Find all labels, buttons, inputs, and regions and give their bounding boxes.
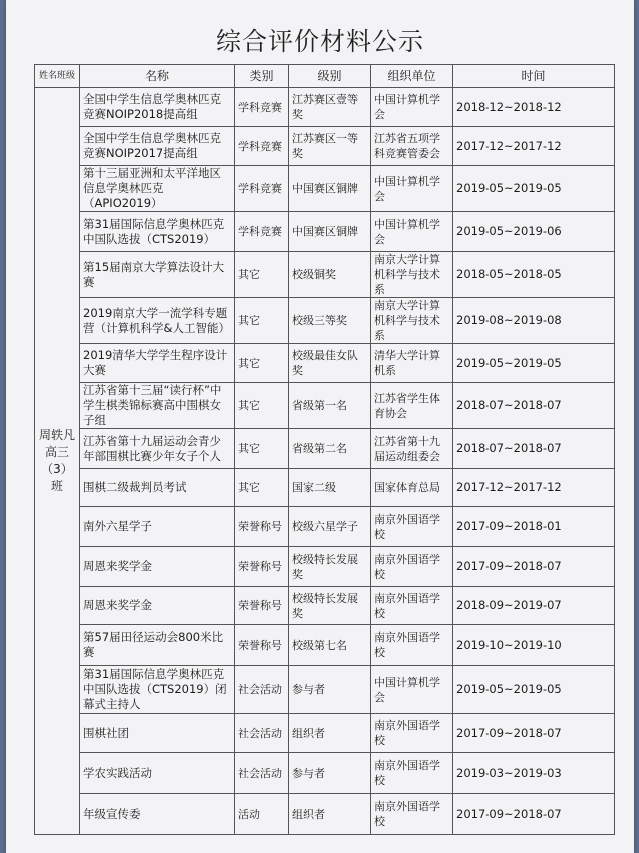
student-cell xyxy=(35,88,80,835)
table-body xyxy=(35,88,615,835)
cell-period: 2019-05~2019-05 xyxy=(453,344,615,383)
header-category: 类别 xyxy=(235,65,289,88)
student-name: 周轶凡 xyxy=(38,428,75,442)
cell-name: 第15届南京大学算法设计大赛 xyxy=(80,252,235,298)
table-row xyxy=(35,212,615,252)
cell-organizer: 江苏省五项学科竞赛管委会 xyxy=(371,127,453,166)
table-row xyxy=(35,88,615,127)
cell-name: 南外六星学子 xyxy=(80,507,235,547)
cell-name: 周恩来奖学金 xyxy=(80,547,235,587)
cell-level: 中国赛区铜牌 xyxy=(289,166,371,212)
cell-organizer: 南京大学计算机科学与技术系 xyxy=(371,298,453,344)
table-row xyxy=(35,507,615,547)
cell-organizer: 清华大学计算机系 xyxy=(371,344,453,383)
table-row xyxy=(35,753,615,794)
cell-organizer: 南京外国语学校 xyxy=(371,507,453,547)
cell-name: 学农实践活动 xyxy=(80,753,235,794)
cell-category: 其它 xyxy=(235,383,289,429)
cell-period: 2018-05~2018-05 xyxy=(453,252,615,298)
table-row xyxy=(35,794,615,835)
cell-category: 其它 xyxy=(235,298,289,344)
cell-period: 2019-08~2019-08 xyxy=(453,298,615,344)
cell-level: 校级铜奖 xyxy=(289,252,371,298)
cell-name: 全国中学生信息学奥林匹克竞赛NOIP2017提高组 xyxy=(80,127,235,166)
cell-category: 其它 xyxy=(235,252,289,298)
cell-name: 第57届田径运动会800米比赛 xyxy=(80,625,235,666)
header-name: 名称 xyxy=(80,65,235,88)
cell-name: 江苏省第十九届运动会青少年部围棋比赛少年女子个人 xyxy=(80,429,235,469)
cell-name: 围棋二级裁判员考试 xyxy=(80,469,235,507)
header-period: 时间 xyxy=(453,65,615,88)
cell-category: 学科竞赛 xyxy=(235,212,289,252)
cell-organizer: 南京外国语学校 xyxy=(371,547,453,587)
cell-category: 荣誉称号 xyxy=(235,587,289,625)
cell-category: 荣誉称号 xyxy=(235,547,289,587)
cell-name: 周恩来奖学金 xyxy=(80,587,235,625)
cell-period: 2018-07~2018-07 xyxy=(453,383,615,429)
evaluation-table xyxy=(34,64,615,835)
cell-level: 组织者 xyxy=(289,714,371,753)
cell-level: 中国赛区铜牌 xyxy=(289,212,371,252)
cell-organizer: 南京外国语学校 xyxy=(371,714,453,753)
cell-name: 第十三届亚洲和太平洋地区信息学奥林匹克（APIO2019） xyxy=(80,166,235,212)
cell-level: 校级六星学子 xyxy=(289,507,371,547)
cell-level: 参与者 xyxy=(289,666,371,714)
cell-category: 社会活动 xyxy=(235,666,289,714)
cell-organizer: 中国计算机学会 xyxy=(371,166,453,212)
cell-organizer: 江苏省学生体育协会 xyxy=(371,383,453,429)
cell-name: 第31届国际信息学奥林匹克中国队选拔（CTS2019）闭幕式主持人 xyxy=(80,666,235,714)
cell-category: 荣誉称号 xyxy=(235,625,289,666)
cell-name: 第31届国际信息学奥林匹克中国队选拔（CTS2019） xyxy=(80,212,235,252)
cell-level: 校级第七名 xyxy=(289,625,371,666)
cell-level: 江苏赛区壹等奖 xyxy=(289,88,371,127)
cell-level: 组织者 xyxy=(289,794,371,835)
student-class: 高三（3）班 xyxy=(41,445,73,493)
table-row xyxy=(35,166,615,212)
cell-level: 省级第一名 xyxy=(289,383,371,429)
cell-name: 2019南京大学一流学科专题营（计算机科学&人工智能） xyxy=(80,298,235,344)
table-row xyxy=(35,714,615,753)
cell-organizer: 江苏省第十九届运动组委会 xyxy=(371,429,453,469)
cell-period: 2019-10~2019-10 xyxy=(453,625,615,666)
cell-category: 社会活动 xyxy=(235,714,289,753)
cell-period: 2019-05~2019-05 xyxy=(453,666,615,714)
cell-organizer: 南京大学计算机科学与技术系 xyxy=(371,252,453,298)
table-row xyxy=(35,469,615,507)
table-row xyxy=(35,298,615,344)
table-row xyxy=(35,127,615,166)
cell-name: 全国中学生信息学奥林匹克竞赛NOIP2018提高组 xyxy=(80,88,235,127)
cell-level: 校级最佳女队奖 xyxy=(289,344,371,383)
header-level: 级别 xyxy=(289,65,371,88)
cell-period: 2017-09~2018-07 xyxy=(453,794,615,835)
cell-period: 2017-09~2018-01 xyxy=(453,507,615,547)
table-row xyxy=(35,429,615,469)
cell-level: 国家二级 xyxy=(289,469,371,507)
cell-category: 活动 xyxy=(235,794,289,835)
table-row xyxy=(35,547,615,587)
cell-level: 省级第二名 xyxy=(289,429,371,469)
table-row xyxy=(35,625,615,666)
cell-category: 社会活动 xyxy=(235,753,289,794)
cell-category: 其它 xyxy=(235,469,289,507)
cell-category: 学科竞赛 xyxy=(235,166,289,212)
cell-name: 江苏省第十三届“读行杯”中学生棋类锦标赛高中围棋女子组 xyxy=(80,383,235,429)
cell-category: 其它 xyxy=(235,429,289,469)
cell-organizer: 中国计算机学会 xyxy=(371,212,453,252)
table-row xyxy=(35,666,615,714)
cell-period: 2017-09~2018-07 xyxy=(453,547,615,587)
cell-category: 学科竞赛 xyxy=(235,127,289,166)
cell-level: 校级特长发展奖 xyxy=(289,547,371,587)
header-row xyxy=(35,65,615,88)
table-row xyxy=(35,344,615,383)
cell-organizer: 南京外国语学校 xyxy=(371,794,453,835)
cell-name: 2019清华大学学生程序设计大赛 xyxy=(80,344,235,383)
cell-period: 2018-07~2018-07 xyxy=(453,429,615,469)
header-organizer: 组织单位 xyxy=(371,65,453,88)
cell-category: 学科竞赛 xyxy=(235,88,289,127)
cell-level: 江苏赛区一等奖 xyxy=(289,127,371,166)
cell-category: 其它 xyxy=(235,344,289,383)
table-row xyxy=(35,587,615,625)
cell-name: 围棋社团 xyxy=(80,714,235,753)
cell-period: 2019-05~2019-05 xyxy=(453,166,615,212)
cell-organizer: 中国计算机学会 xyxy=(371,666,453,714)
table-row xyxy=(35,252,615,298)
cell-category: 荣誉称号 xyxy=(235,507,289,547)
cell-period: 2018-12~2018-12 xyxy=(453,88,615,127)
cell-organizer: 国家体育总局 xyxy=(371,469,453,507)
header-student: 姓名班级 xyxy=(35,65,80,88)
document-sheet xyxy=(6,0,634,853)
cell-level: 校级三等奖 xyxy=(289,298,371,344)
cell-level: 参与者 xyxy=(289,753,371,794)
cell-level: 校级特长发展奖 xyxy=(289,587,371,625)
cell-period: 2019-05~2019-06 xyxy=(453,212,615,252)
cell-period: 2018-09~2019-07 xyxy=(453,587,615,625)
cell-period: 2017-09~2018-07 xyxy=(453,714,615,753)
cell-organizer: 南京外国语学校 xyxy=(371,753,453,794)
cell-organizer: 南京外国语学校 xyxy=(371,625,453,666)
cell-name: 年级宣传委 xyxy=(80,794,235,835)
page-title: 综合评价材料公示 xyxy=(215,27,424,56)
cell-period: 2017-12~2017-12 xyxy=(453,469,615,507)
table-row xyxy=(35,383,615,429)
cell-period: 2017-12~2017-12 xyxy=(453,127,615,166)
cell-period: 2019-03~2019-03 xyxy=(453,753,615,794)
cell-organizer: 南京外国语学校 xyxy=(371,587,453,625)
cell-organizer: 中国计算机学会 xyxy=(371,88,453,127)
